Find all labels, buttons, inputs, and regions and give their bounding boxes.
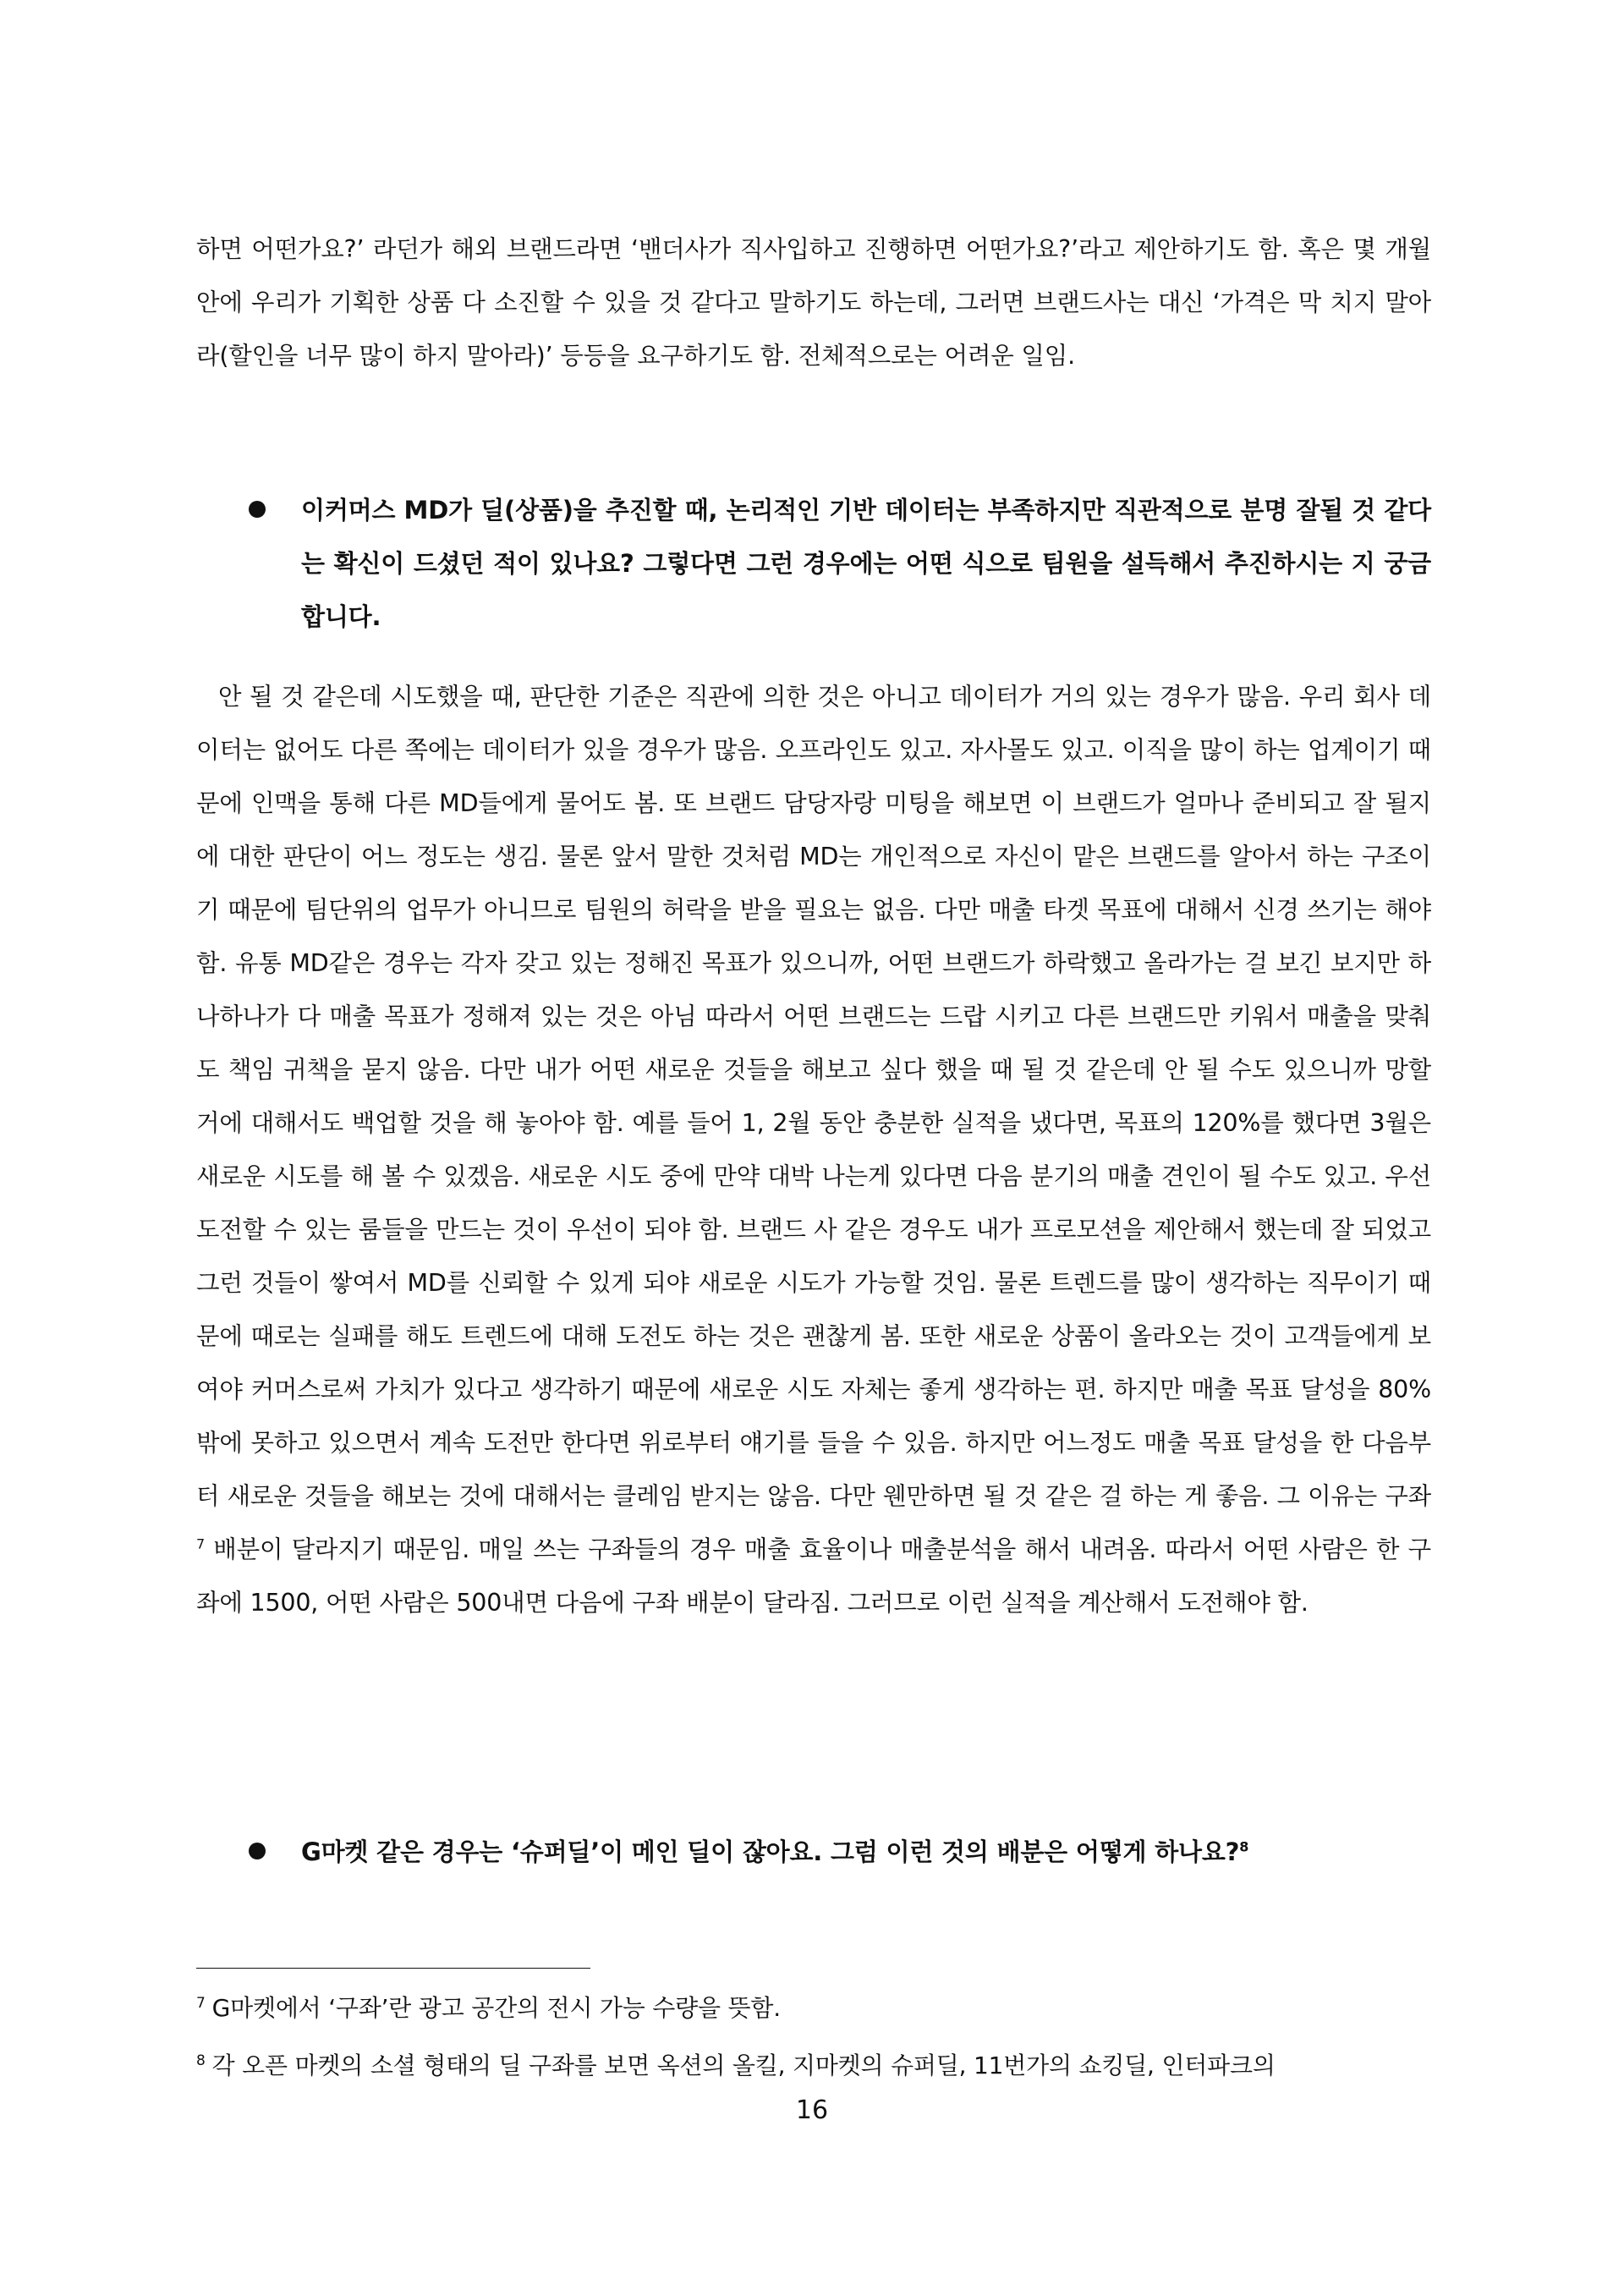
footnote-reference[interactable]: 8 bbox=[1239, 1838, 1249, 1855]
footnote-mark: 7 bbox=[196, 1994, 206, 2012]
page-number: 16 bbox=[795, 2096, 829, 2125]
question-text: 이커머스 MD가 딜(상품)을 추진할 때, 논리적인 기반 데이터는 부족하지만 직관적으로 분명 잘될 것 같다는 확신이 드셨던 적이 있나요? 그렇다면 그런 경우에는 어떤 식으로 팀원을 설득해서 추진하시는 지 궁금합니다. bbox=[301, 496, 1431, 631]
footnote bbox=[196, 1991, 1431, 2025]
interview-question bbox=[301, 1826, 1431, 1879]
footnote-reference[interactable]: 7 bbox=[196, 1535, 205, 1552]
footnote-text: 각 오픈 마켓의 소셜 형태의 딜 구좌를 보면 옥션의 올킬, 지마켓의 슈퍼딜, 11번가의 쇼킹딜, 인터파크의 bbox=[211, 2052, 1276, 2079]
bullet-icon bbox=[249, 501, 266, 518]
answer-text-part-b: 배분이 달라지기 때문임. 매일 쓰는 구좌들의 경우 매출 효율이나 매출분석을 해서 내려옴. 따라서 어떤 사람은 한 구좌에 1500, 어떤 사람은 500내면 다음에 구좌 배분이 달라짐. 그러므로 이런 실적을 계산해서 도전해야 함. bbox=[196, 1535, 1431, 1617]
question-text: G마켓 같은 경우는 ‘슈퍼딜’이 메인 딜이 잖아요. 그럼 이런 것의 배분은 어떻게 하나요? bbox=[301, 1837, 1240, 1866]
answer-text-part-a: 안 될 것 같은데 시도했을 때, 판단한 기준은 직관에 의한 것은 아니고 데이터가 거의 있는 경우가 많음. 우리 회사 데이터는 없어도 다른 쪽에는 데이터가 있을 경우가 많음. 오프라인도 있고. 자사몰도 있고. 이직을 많이 하는 업계이기 때문에 인맥을 통해 다른 MD들에게 물어도 봄. 또 브랜드 담당자랑 미팅을 해보면 이 브랜드가 얼마나 준비되고 잘 될지에 대한 판단이 어느 정도는 생김. 물론 앞서 말한 것처럼 MD는 개인적으로 자신이 맡은 브랜드를 알아서 하는 구조이기 때문에 팀단위의 업무가 아니므로 팀원의 허락을 받을 필요는 없음. 다만 매출 타겟 목표에 대해서 신경 쓰기는 해야함. 유통 MD같은 경우는 각자 갖고 있는 정해진 목표가 있으니까, 어떤 브랜드가 하락했고 올라가는 걸 보긴 보지만 하나하나가 다 매출 목표가 정해져 있는 것은 아님 따라서 어떤 브랜드는 드랍 시키고 다른 브랜드만 키워서 매출을 맞춰도 책임 귀책을 묻지 않음. 다만 내가 어떤 새로운 것들을 해보고 싶다 했을 때 될 것 같은데 안 될 수도 있으니까 망할 거에 대해서도 백업할 것을 해 놓아야 함. 예를 들어 1, 2월 동안 충분한 실적을 냈다면, 목표의 120%를 했다면 3월은 새로운 시도를 해 볼 수 있겠음. 새로운 시도 중에 만약 대박 나는게 있다면 다음 분기의 매출 견인이 될 수도 있고. 우선 도전할 수 있는 룸들을 만드는 것이 우선이 되야 함. 브랜드 사 같은 경우도 내가 프로모션을 제안해서 했는데 잘 되었고 그런 것들이 쌓여서 MD를 신뢰할 수 있게 되야 새로운 시도가 가능할 것임. 물론 트렌드를 많이 생각하는 직무이기 때문에 때로는 실패를 해도 트렌드에 대해 도전도 하는 것은 괜찮게 봄. 또한 새로운 상품이 올라오는 것이 고객들에게 보여야 커머스로써 가치가 있다고 생각하기 때문에 새로운 시도 자체는 좋게 생각하는 편. 하지만 매출 목표 달성을 80% 밖에 못하고 있으면서 계속 도전만 한다면 위로부터 얘기를 들을 수 있음. 하지만 어느정도 매출 목표 달성을 한 다음부터 새로운 것들을 해보는 것에 대해서는 클레임 받지는 않음. 다만 웬만하면 될 것 같은 걸 하는 게 좋음. 그 이유는 구좌 bbox=[196, 683, 1431, 1510]
interview-question bbox=[301, 484, 1431, 644]
bullet-icon bbox=[249, 1843, 266, 1859]
footnote-mark: 8 bbox=[196, 2052, 206, 2069]
answer-paragraph bbox=[196, 670, 1431, 1629]
body-paragraph bbox=[196, 222, 1431, 382]
paragraph-text: 하면 어떤가요?’ 라던가 해외 브랜드라면 ‘밴더사가 직사입하고 진행하면 어떤가요?’라고 제안하기도 함. 혹은 몇 개월 안에 우리가 기획한 상품 다 소진할 수 있을 것 같다고 말하기도 하는데, 그러면 브랜드사는 대신 ‘가격은 막 치지 말아라(할인을 너무 많이 하지 말아라)’ 등등을 요구하기도 함. 전체적으로는 어려운 일임. bbox=[196, 235, 1431, 370]
footnote-separator bbox=[196, 1968, 590, 1969]
footnote bbox=[196, 2049, 1431, 2083]
footnote-text: G마켓에서 ‘구좌’란 광고 공간의 전시 가능 수량을 뜻함. bbox=[211, 1994, 781, 2022]
